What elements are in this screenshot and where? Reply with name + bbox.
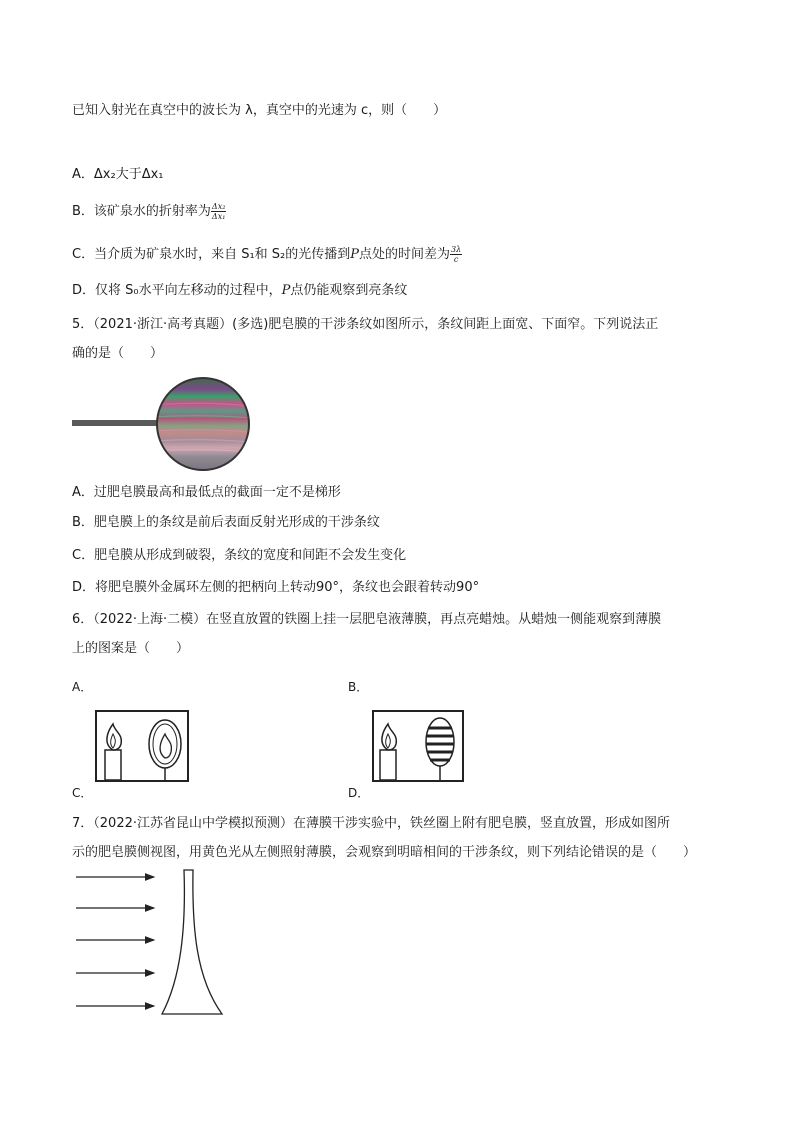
q7-soap-film-side-view xyxy=(74,868,234,1016)
q7-stem-line2: 示的肥皂膜侧视图，用黄色光从左侧照射薄膜，会观察到明暗相间的干涉条纹，则下列结论错误的是（ ） xyxy=(72,845,697,860)
q4-option-b xyxy=(72,202,226,221)
q4-option-c-fraction xyxy=(450,245,462,264)
q6-label-a: A． xyxy=(72,680,93,694)
q4-option-d-text: D．仅将 S₀水平向左移动的过程中， xyxy=(72,283,282,298)
q5-option-b: B．肥皂膜上的条纹是前后表面反射光形成的干涉条纹 xyxy=(72,515,380,530)
soap-film-figure xyxy=(72,375,262,473)
q4-option-d-suffix: 点仍能观察到亮条纹 xyxy=(290,283,408,298)
q4-option-d-point: P xyxy=(281,283,291,298)
q4-option-c-mid: 点处的时间差为 xyxy=(359,247,451,262)
q4-option-b-fraction xyxy=(211,202,227,221)
q5-option-c: C．肥皂膜从形成到破裂，条纹的宽度和间距不会发生变化 xyxy=(72,548,407,563)
q6-stem-line2: 上的图案是（ ） xyxy=(72,641,190,656)
q4-option-b-denominator: Δx₁ xyxy=(211,212,226,221)
q4-option-c-numerator: 3λ xyxy=(451,245,462,254)
q4-option-c-text: C．当介质为矿泉水时，来自 S₁和 S₂的光传播到 xyxy=(72,247,351,262)
q4-option-c-point: P xyxy=(350,247,360,262)
q4-option-a: A．Δx₂大于Δx₁ xyxy=(72,167,164,182)
q4-option-b-text: B．该矿泉水的折射率为 xyxy=(72,204,211,219)
q6-figure-c xyxy=(95,710,190,782)
q7-stem-line1: 7．（2022·江苏省昆山中学模拟预测）在薄膜干涉实验中，铁丝圈上附有肥皂膜，竖直放置，形成如图所 xyxy=(72,816,670,831)
soap-film-disc xyxy=(157,378,249,470)
candle-body xyxy=(105,750,121,780)
soap-film-handle xyxy=(72,420,158,426)
q6-label-d: D． xyxy=(348,786,370,800)
q6-label-c: C． xyxy=(72,786,93,800)
q4-option-c xyxy=(72,245,462,264)
q4-option-d xyxy=(72,282,407,300)
q5-stem-line2: 确的是（ ） xyxy=(72,346,164,361)
q6-figure-d xyxy=(372,710,464,782)
q4-stem: 已知入射光在真空中的波长为 λ，真空中的光速为 c，则（ ） xyxy=(72,103,447,118)
q5-option-d: D．将肥皂膜外金属环左侧的把柄向上转动90°，条纹也会跟着转动90° xyxy=(72,580,480,595)
candle-body xyxy=(380,750,396,780)
q6-label-b: B． xyxy=(348,680,369,694)
q4-option-b-numerator: Δx₂ xyxy=(211,202,226,211)
q5-option-a: A．过肥皂膜最高和最低点的截面一定不是梯形 xyxy=(72,485,341,500)
q5-stem-line1: 5．（2021·浙江·高考真题）(多选)肥皂膜的干涉条纹如图所示，条纹间距上面宽、下面窄。下列说法正 xyxy=(72,317,659,332)
soap-film-cross-section xyxy=(162,870,222,1014)
q6-stem-line1: 6．（2022·上海·二模）在竖直放置的铁圈上挂一层肥皂液薄膜，再点亮蜡烛。从蜡烛一侧能观察到薄膜 xyxy=(72,612,662,627)
q4-option-c-denominator: c xyxy=(453,255,459,264)
